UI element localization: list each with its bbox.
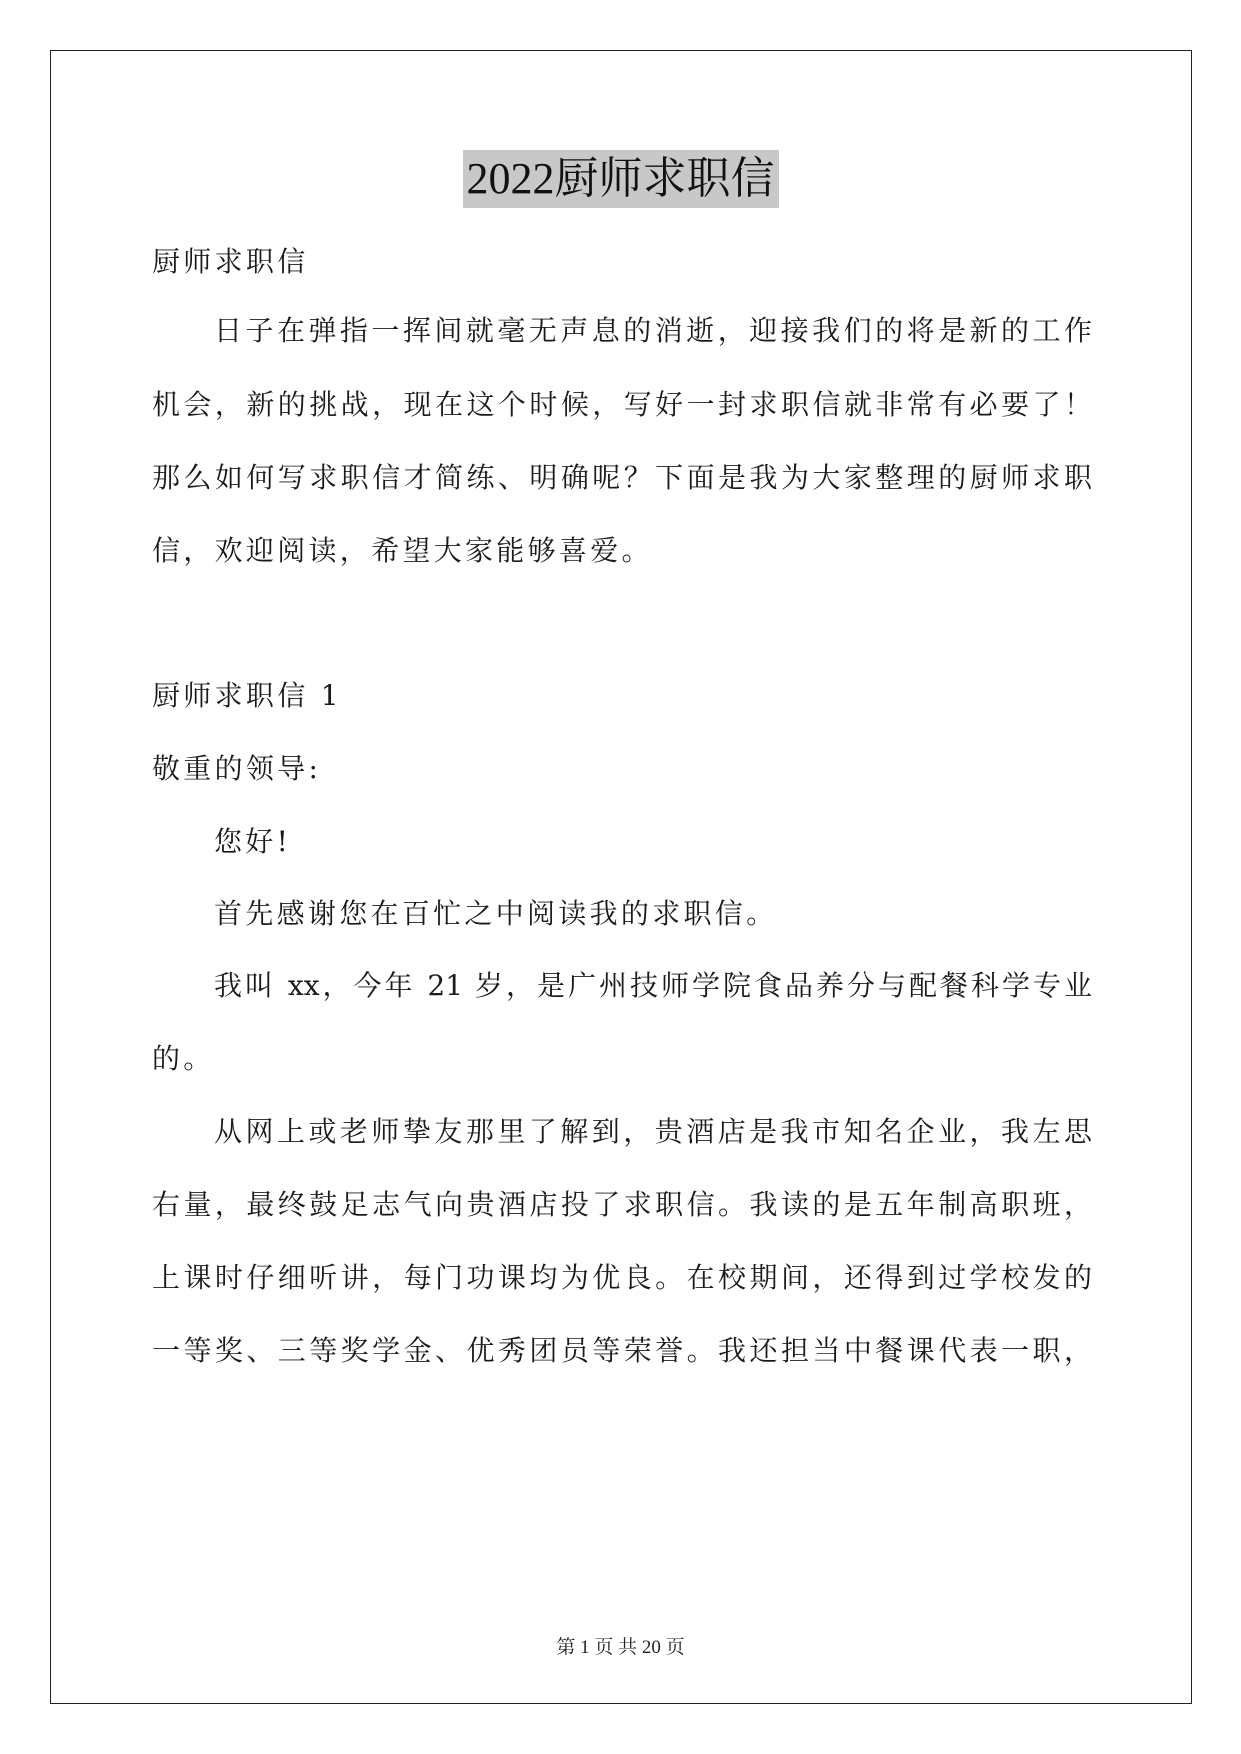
intro-line-3: 那么如何写求职信才简练、明确呢？下面是我为大家整理的厨师求职: [152, 461, 1092, 494]
subtitle: 厨师求职信: [152, 245, 309, 278]
document-title: 2022厨师求职信: [463, 150, 779, 208]
greeting: 您好!: [214, 825, 292, 858]
intro-line-4: 信，欢迎阅读，希望大家能够喜爱。: [152, 534, 653, 567]
salutation: 敬重的领导:: [152, 752, 322, 785]
page-border: [50, 50, 1192, 1704]
body-line-4: 一等奖、三等奖学金、优秀团员等荣誉。我还担当中餐课代表一职，: [152, 1334, 1092, 1367]
body-line-3: 上课时仔细听讲，每门功课均为优良。在校期间，还得到过学校发的: [152, 1261, 1092, 1294]
body-line-1: 从网上或老师挚友那里了解到，贵酒店是我市知名企业，我左思: [214, 1115, 1092, 1148]
intro-line-2: 机会，新的挑战，现在这个时候，写好一封求职信就非常有必要了！: [152, 388, 1092, 421]
self-intro-line-1: 我叫 xx，今年 21 岁，是广州技师学院食品养分与配餐科学专业: [214, 969, 1092, 1002]
thanks-line: 首先感谢您在百忙之中阅读我的求职信。: [214, 897, 778, 930]
page-number-footer: 第 1 页 共 20 页: [556, 1637, 685, 1658]
body-line-2: 右量，最终鼓足志气向贵酒店投了求职信。我读的是五年制高职班，: [152, 1188, 1092, 1221]
title-container: [0, 150, 1241, 208]
section-heading: 厨师求职信 1: [152, 679, 342, 712]
intro-line-1: 日子在弹指一挥间就毫无声息的消逝，迎接我们的将是新的工作: [214, 314, 1092, 347]
self-intro-line-2: 的。: [152, 1042, 215, 1075]
